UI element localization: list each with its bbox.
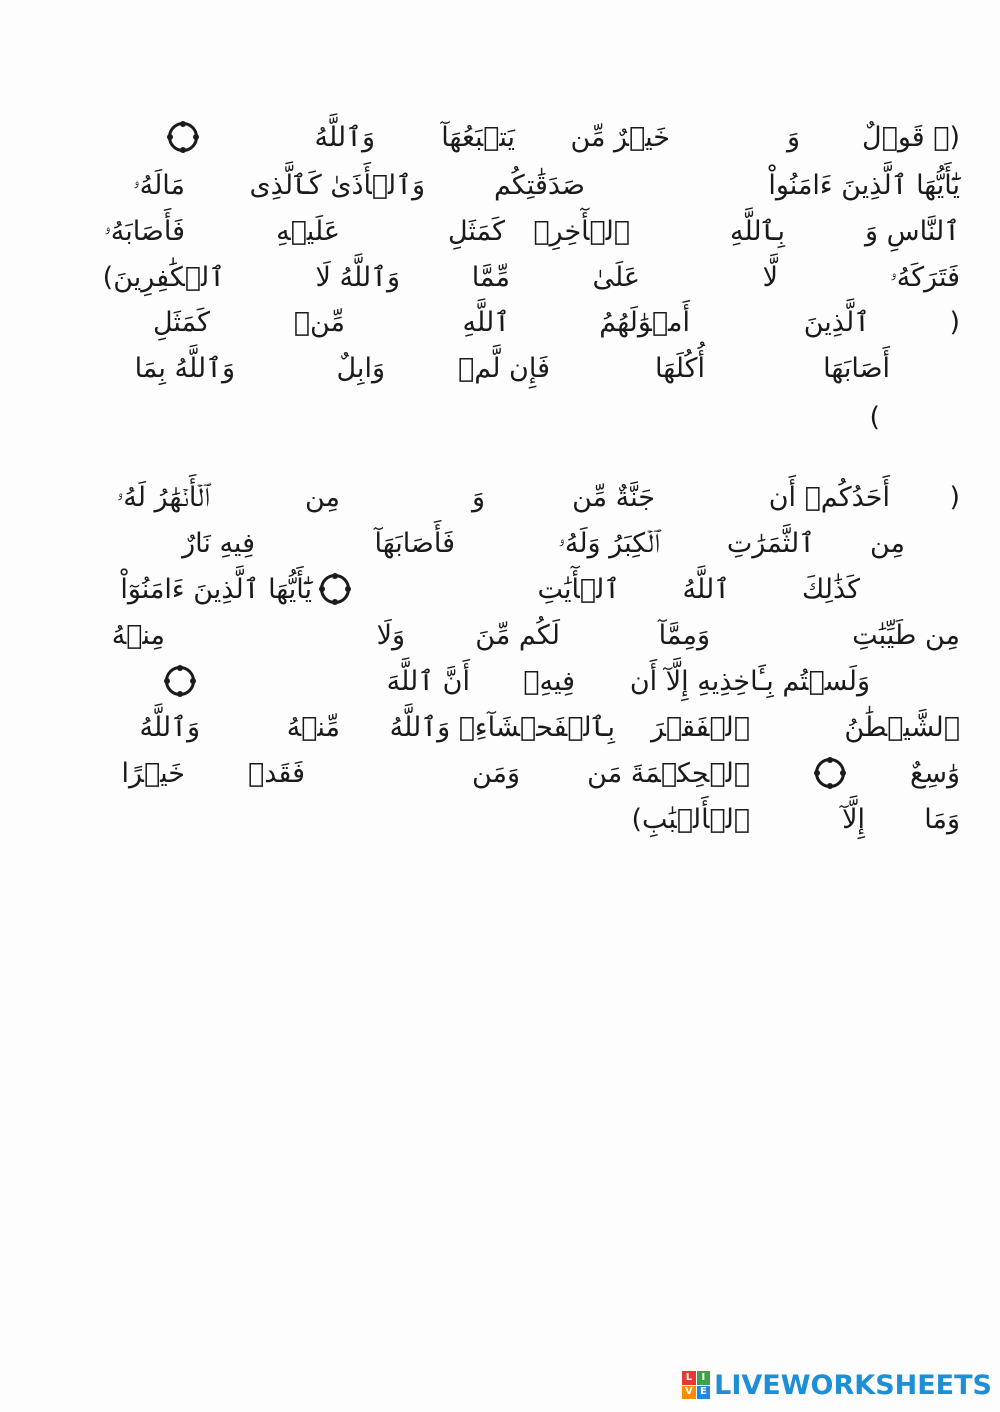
verse-word: يَٰٓأَيُّهَا ٱلَّذِينَ ءَامَنُوٓاْ (120, 574, 312, 605)
live-badge-icon (682, 1371, 710, 1399)
verse-word: مِن (304, 482, 340, 513)
verse-end-marker-icon (165, 666, 195, 696)
verse-word: أَمۡوَٰلَهُمُ (599, 307, 690, 338)
verse-word: جَنَّةٌ مِّن (572, 482, 655, 513)
verse-line-11 (40, 616, 960, 660)
verse-word: وَٱللَّهُ لَا (315, 262, 400, 293)
verse-word: ( (949, 482, 960, 513)
verse-line-5 (40, 303, 960, 347)
verse-line-3 (40, 212, 960, 256)
verse-word: وَلَسۡتُم بِـَٔاخِذِيهِ إِلَّآ أَن (629, 666, 870, 697)
verse-word: بِٱللَّهِ (730, 216, 785, 247)
verse-word: فَقَدۡ (248, 758, 305, 789)
verse-word: ٱلۡفَقۡرَ (650, 712, 750, 743)
verse-word: ٱللَّهُ (682, 574, 730, 605)
verse-word: ( (949, 307, 960, 338)
liveworksheets-logo[interactable] (682, 1368, 992, 1402)
verse-word: ٱلۡأٓيَٰتِ (537, 574, 620, 605)
verse-line-2 (40, 166, 960, 210)
verse-word: وَ (471, 482, 485, 513)
verse-word: خَيۡرٌ مِّن (570, 122, 670, 153)
verse-line-15 (40, 800, 960, 844)
verse-word: كَمَثَلِ (447, 216, 505, 247)
verse-word: (۞ قَوۡلٌ (862, 122, 960, 153)
verse-word: وَٱلۡأَذَىٰ كَٱلَّذِى (249, 170, 425, 201)
verse-word: وَمَن (471, 758, 520, 789)
verse-word: ٱلۡحِكۡمَةَ مَن (587, 758, 750, 789)
verse-word: فَتَرَكَهُۥ (889, 262, 960, 293)
verse-word: ٱلشَّيۡطَٰنُ (844, 712, 960, 743)
verse-word: ٱلثَّمَرَٰتِ (726, 528, 815, 559)
verse-word: لَكُم مِّنَ (475, 620, 560, 651)
verse-line-10 (40, 570, 960, 614)
verse-word: وَابِلٌ (336, 353, 385, 384)
verse-word: ٱللَّهِ (462, 307, 510, 338)
verse-line-13 (40, 708, 960, 752)
verse-word: ٱلۡأَنۡهَٰرُ لَهُۥ (116, 482, 210, 513)
verse-end-marker-icon (168, 122, 198, 152)
verse-word: وَٱللَّهُ بِمَا (134, 353, 235, 384)
verse-word: مِّنۡ (293, 307, 345, 338)
verse-word: مِن طَيِّبَٰتِ (852, 620, 960, 651)
verse-word: مِنۡهُ (111, 620, 165, 651)
verse-word: لَّا (762, 262, 778, 293)
verse-word: مِن (869, 528, 905, 559)
verse-word: ٱلنَّاسِ وَ (864, 216, 960, 247)
verse-word: وَ (786, 122, 800, 153)
verse-word: وَٱللَّهُ (314, 122, 375, 153)
verse-line-7 (40, 398, 960, 442)
verse-word: ٱلَّذِينَ (803, 307, 870, 338)
brand-name: LIVEWORKSHEETS (714, 1369, 992, 1401)
verse-word: كَمَثَلِ (152, 307, 210, 338)
verse-line-1 (40, 118, 960, 162)
verse-word: عَلَيۡهِ (276, 216, 340, 247)
badge-letter: L (682, 1371, 696, 1385)
verse-word: أُكُلَهَا (655, 353, 705, 384)
verse-word: ) (869, 402, 880, 433)
verse-end-marker-icon (815, 758, 845, 788)
verse-word: ٱلۡكَٰفِرِينَ) (102, 262, 225, 293)
verse-word: أَصَابَهَا (823, 353, 890, 384)
verse-word: فِيهِۚ (523, 666, 575, 697)
verse-word: فَإِن لَّمۡ (458, 353, 550, 384)
badge-letter: E (697, 1386, 711, 1400)
verse-line-12 (40, 662, 960, 706)
verse-line-14 (40, 754, 960, 798)
verse-word: مَالَهُۥ (132, 170, 185, 201)
verse-word: فِيهِ نَارٌ (182, 528, 255, 559)
verse-word: خَيۡرًا (121, 758, 185, 789)
badge-letter: I (697, 1371, 711, 1385)
badge-letter: V (682, 1386, 696, 1400)
verse-word: وَٱللَّهُ (139, 712, 200, 743)
verse-word: مِّنۡهُ (286, 712, 340, 743)
verse-word: فَأَصَابَهُۥ (103, 216, 185, 247)
verse-word: مِّمَّا (471, 262, 510, 293)
verse-word: إِلَّآ (842, 804, 865, 835)
verse-word: ٱلۡكِبَرُ وَلَهُۥ (558, 528, 660, 559)
verse-word: صَدَقَٰتِكُم (493, 170, 585, 201)
verse-word: عَلَىٰ (592, 262, 640, 293)
verse-word: وَٰسِعٌ (909, 758, 960, 789)
verse-word: يَتۡبَعُهَآ (441, 122, 515, 153)
verse-line-8 (40, 478, 960, 522)
verse-word: يَٰٓأَيُّهَا ٱلَّذِينَ ءَامَنُواْ (768, 170, 960, 201)
verse-word: فَأَصَابَهَآ (374, 528, 455, 559)
verse-line-4 (40, 258, 960, 302)
verse-word: كَذَٰلِكَ (801, 574, 860, 605)
verse-word: أَحَدُكُمۡ أَن (768, 482, 890, 513)
verse-word: ٱلۡأَلۡبَٰبِ) (631, 804, 750, 835)
verse-word: وَمَا (924, 804, 960, 835)
verse-word: وَمِمَّآ (658, 620, 710, 651)
verse-word: ٱلۡأٓخِرِۖ (533, 216, 630, 247)
verse-word: بِٱلۡفَحۡشَآءِۖ وَٱللَّهُ (389, 712, 615, 743)
verse-word: وَلَا (376, 620, 405, 651)
verse-line-6 (40, 349, 960, 393)
verse-line-9 (40, 524, 960, 568)
verse-end-marker-icon (320, 574, 350, 604)
verse-word: أَنَّ ٱللَّهَ (386, 666, 470, 697)
